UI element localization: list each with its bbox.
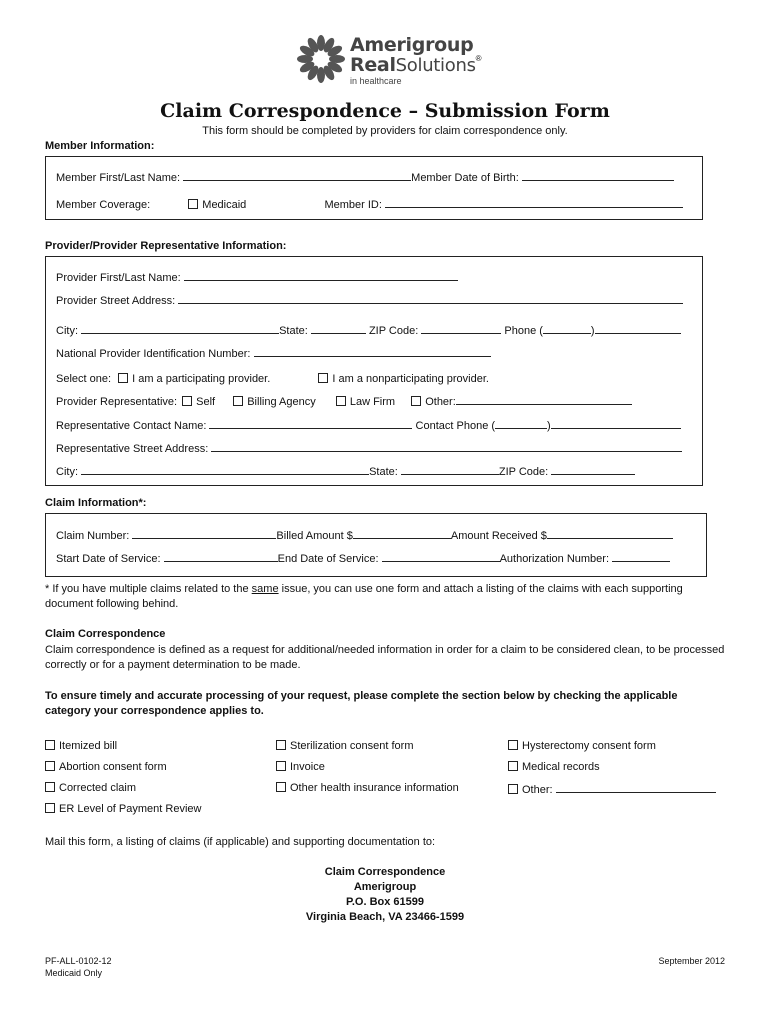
amount-received-field[interactable] [547, 528, 673, 539]
logo-solutions: Solutions [395, 55, 476, 76]
member-dob-label: Member Date of Birth: [411, 172, 519, 184]
nonparticipating-checkbox[interactable] [318, 373, 328, 383]
category-other-insurance [276, 782, 459, 795]
authorization-label: Authorization Number: [499, 553, 610, 565]
member-id-label: Member ID: [324, 199, 382, 211]
mail-intro: Mail this form, a listing of claims (if applicable) and supporting documentation to: [45, 836, 436, 848]
other-insurance-checkbox[interactable] [276, 782, 286, 792]
provider-info-box [45, 256, 703, 486]
nonparticipating-label: I am a nonparticipating provider. [332, 373, 489, 385]
claim-number-label: Claim Number: [56, 530, 130, 542]
other-checkbox[interactable] [508, 784, 518, 794]
sterilization-checkbox[interactable] [276, 740, 286, 750]
form-subtitle: This form should be completed by providers for claim correspondence only. [202, 125, 568, 137]
hysterectomy-checkbox[interactable] [508, 740, 518, 750]
category-itemized [45, 740, 117, 753]
rep-zip-field[interactable] [551, 464, 635, 475]
category-corrected [45, 782, 136, 795]
footer-form-code: PF-ALL-0102-12 [45, 956, 112, 966]
rep-self-checkbox[interactable] [182, 396, 192, 406]
provider-phone-area-field[interactable] [543, 323, 591, 334]
category-sterilization [276, 740, 414, 753]
end-date-label: End Date of Service: [277, 553, 379, 565]
provider-name-field[interactable] [184, 270, 458, 281]
claim-info-box [45, 513, 707, 577]
rep-other-field[interactable] [456, 394, 632, 405]
correspondence-heading: Claim Correspondence [45, 628, 166, 640]
correspondence-instruction: To ensure timely and accurate processing of your request, please complete the section below by checking the applicable category your correspondence applies to. [45, 690, 678, 717]
provider-phone-close: ) [590, 325, 595, 337]
category-abortion [45, 761, 167, 774]
rep-state-label: State: [369, 466, 398, 478]
rep-contact-field[interactable] [209, 418, 412, 429]
member-name-field[interactable] [183, 170, 411, 181]
company-logo [296, 34, 486, 90]
logo-line-1: Amerigroup [350, 34, 474, 56]
medical-records-label: Medical records [522, 761, 600, 773]
logo-registered-mark: ® [475, 54, 482, 63]
member-dob-field[interactable] [522, 170, 674, 181]
rep-law-checkbox[interactable] [336, 396, 346, 406]
member-id-field[interactable] [385, 197, 683, 208]
sterilization-label: Sterilization consent form [290, 740, 414, 752]
correspondence-definition: Claim correspondence is defined as a request for additional/needed information in order for a claim to be considered clean, to be processed correctly or for a payment determination to be made. [45, 644, 725, 671]
rep-other-label: Other: [425, 396, 456, 408]
rep-street-field[interactable] [211, 441, 682, 452]
category-other [508, 782, 716, 797]
start-date-label: Start Date of Service: [56, 553, 161, 565]
provider-zip-field[interactable] [421, 323, 501, 334]
corrected-checkbox[interactable] [45, 782, 55, 792]
footer-date: September 2012 [658, 956, 725, 966]
provider-city-label: City: [56, 325, 78, 337]
mail-address-line-3: P.O. Box 61599 [345, 896, 425, 908]
claim-number-field[interactable] [132, 528, 276, 539]
participating-label: I am a participating provider. [132, 373, 271, 385]
category-invoice [276, 761, 325, 774]
form-title: Claim Correspondence – Submission Form [160, 100, 610, 122]
invoice-checkbox[interactable] [276, 761, 286, 771]
er-level-label: ER Level of Payment Review [59, 803, 202, 815]
corrected-label: Corrected claim [59, 782, 137, 794]
hysterectomy-label: Hysterectomy consent form [522, 740, 656, 752]
medicaid-label: Medicaid [202, 199, 247, 211]
amount-received-label: Amount Received $ [450, 530, 547, 542]
category-hysterectomy [508, 740, 656, 753]
contact-phone-field[interactable] [551, 418, 681, 429]
rep-billing-label: Billing Agency [247, 396, 316, 408]
note-text-before: * If you have multiple claims related to the [45, 583, 252, 595]
rep-street-label: Representative Street Address: [56, 443, 209, 455]
contact-phone-label: Contact Phone ( [415, 420, 496, 432]
rep-city-label: City: [56, 466, 78, 478]
mail-address-line-2: Amerigroup [353, 881, 417, 893]
er-level-checkbox[interactable] [45, 803, 55, 813]
provider-rep-label: Provider Representative: [56, 396, 178, 408]
member-info-box [45, 156, 703, 220]
member-coverage-label: Member Coverage: [56, 199, 151, 211]
logo-line-2 [350, 54, 482, 76]
billed-amount-label: Billed Amount $ [276, 530, 353, 542]
other-field[interactable] [556, 782, 716, 793]
provider-zip-label: ZIP Code: [368, 325, 419, 337]
note-text-after: issue, you can use one form and attach a listing of the claims with each supporting document following behind. [45, 583, 683, 610]
provider-city-field[interactable] [81, 323, 279, 334]
provider-section-heading: Provider/Provider Representative Information: [45, 240, 287, 252]
contact-phone-close: ) [547, 420, 551, 432]
note-text-underlined: same [251, 583, 279, 595]
abortion-label: Abortion consent form [59, 761, 167, 773]
select-one-label: Select one: [56, 373, 112, 385]
invoice-label: Invoice [290, 761, 325, 773]
mail-address-line-1: Claim Correspondence [324, 866, 446, 878]
member-section-heading: Member Information: [45, 140, 155, 152]
contact-phone-area-field[interactable] [495, 418, 547, 429]
category-er-level [45, 803, 201, 816]
billed-amount-field[interactable] [353, 528, 451, 539]
npi-label: National Provider Identification Number: [56, 348, 251, 360]
logo-real: Real [350, 54, 396, 76]
footer-program: Medicaid Only [45, 968, 103, 978]
other-insurance-label: Other health insurance information [290, 782, 459, 794]
rep-city-field[interactable] [81, 464, 369, 475]
rep-state-field[interactable] [401, 464, 499, 475]
member-name-label: Member First/Last Name: [56, 172, 181, 184]
authorization-field[interactable] [612, 551, 670, 562]
rep-zip-label: ZIP Code: [498, 466, 549, 478]
provider-street-field[interactable] [178, 293, 683, 304]
participating-checkbox[interactable] [118, 373, 128, 383]
rep-self-label: Self [196, 396, 216, 408]
rep-law-label: Law Firm [349, 396, 396, 408]
provider-phone-label: Phone ( [504, 325, 543, 337]
itemized-checkbox[interactable] [45, 740, 55, 750]
logo-mark-icon [296, 34, 346, 84]
rep-contact-label: Representative Contact Name: [56, 420, 207, 432]
claim-section-heading: Claim Information*: [45, 497, 147, 509]
start-date-field[interactable] [164, 551, 278, 562]
provider-state-field[interactable] [311, 323, 366, 334]
other-label: Other: [522, 784, 553, 796]
itemized-label: Itemized bill [59, 740, 118, 752]
category-medical-records [508, 761, 600, 774]
end-date-field[interactable] [382, 551, 500, 562]
abortion-checkbox[interactable] [45, 761, 55, 771]
provider-name-label: Provider First/Last Name: [56, 272, 181, 284]
rep-billing-checkbox[interactable] [233, 396, 243, 406]
npi-field[interactable] [254, 346, 491, 357]
mail-address-line-4: Virginia Beach, VA 23466-1599 [305, 911, 465, 923]
provider-state-label: State: [279, 325, 308, 337]
medicaid-checkbox[interactable] [188, 199, 198, 209]
multiple-claims-note [45, 582, 725, 612]
logo-line-3: in healthcare [350, 76, 402, 86]
rep-other-checkbox[interactable] [411, 396, 421, 406]
provider-phone-field[interactable] [595, 323, 681, 334]
medical-records-checkbox[interactable] [508, 761, 518, 771]
provider-street-label: Provider Street Address: [56, 295, 176, 307]
